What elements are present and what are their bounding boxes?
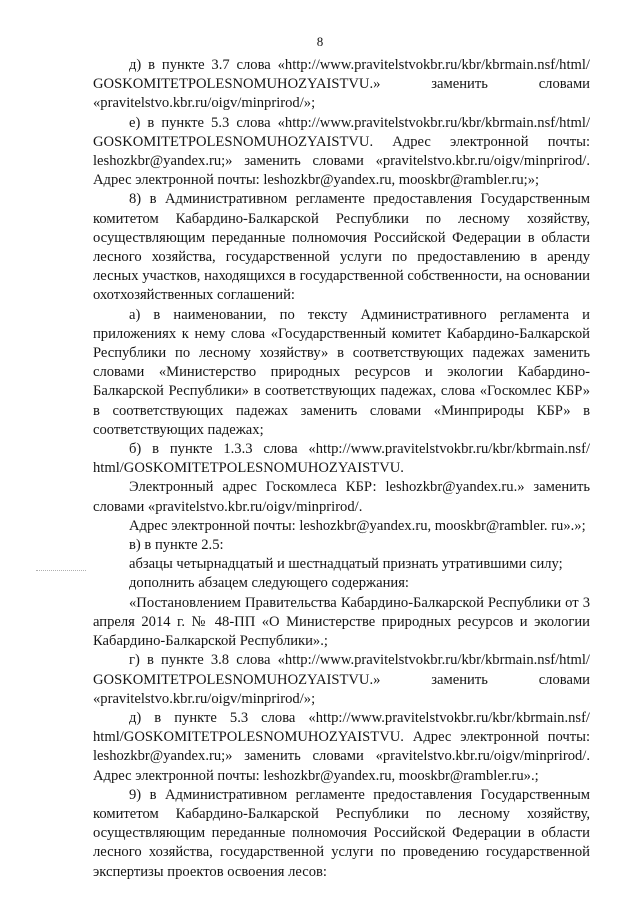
- amendment-paragraph: а) в наименовании, по тексту Административного регламента и приложениях к нему слова «Государственный комитет Кабардино-Балкарской Республики по лесному хозяйству» в соответствующих падежах заменить словами «Министерство природных ресурсов и экологии Кабардино-Балкарской Республики» в соответствующих падежах, слова «Госкомлес КБР» в соответствующих падежах заменить словами «Минприроды КБР» в соответствующих падежах;: [93, 306, 590, 438]
- quoted-addition-paragraph: «Постановлением Правительства Кабардино-Балкарской Республики от 3 апреля 2014 г. № 48-ПП «О Министерстве природных ресурсов и экологии Кабардино-Балкарской Республики».;: [93, 594, 590, 650]
- scan-artifact: [36, 570, 86, 573]
- amendment-paragraph: б) в пункте 1.3.3 слова «http://www.pravitelstvokbr.ru/kbr/kbrmain.nsf/ html/GOSKOMITETPOLESNOMUHOZYAISTVU.: [93, 441, 590, 477]
- regulation-heading-paragraph: 8) в Административном регламенте предоставления Государственным комитетом Кабардино-Балкарской Республики по лесному хозяйству, осуществляющим переданные полномочия Российской Федерации в области лесного хозяйства, государственной услуги по предоставлению в аренду лесных участков, находящихся в государственной собственности, на основании охотхозяйственных соглашений:: [93, 191, 590, 304]
- amendment-paragraph: е) в пункте 5.3 слова «http://www.pravitelstvokbr.ru/kbr/kbrmain.nsf/html/ GOSKOMITETPOLESNOMUHOZYAISTVU. Адрес электронной почты: leshozkbr@yandex.ru;» заменить словами «pravitelstvo.kbr.ru/oigv/minprirod/. Адрес электронной почты: leshozkbr@yandex.ru, mooskbr@rambler.ru;»;: [93, 114, 590, 189]
- amendment-paragraph: абзацы четырнадцатый и шестнадцатый признать утратившими силу;: [129, 556, 563, 573]
- amendment-paragraph: д) в пункте 3.7 слова «http://www.pravitelstvokbr.ru/kbr/kbrmain.nsf/html/ GOSKOMITETPOLESNOMUHOZYAISTVU.» заменить словами «pravitelstvo.kbr.ru/oigv/minprirod/»;: [93, 57, 590, 112]
- amendment-paragraph: Адрес электронной почты: leshozkbr@yandex.ru, mooskbr@rambler. ru».»;: [129, 517, 586, 534]
- regulation-heading-paragraph: 9) в Административном регламенте предоставления Государственным комитетом Кабардино-Балкарской Республики по лесному хозяйству, осуществляющим переданные полномочия Российской Федерации в области лесного хозяйства, государственной услуги по проведению государственной экспертизы проектов освоения лесов:: [93, 786, 590, 880]
- amendment-paragraph: в) в пункте 2.5:: [129, 537, 224, 554]
- page-number: 8: [316, 34, 324, 49]
- amendment-paragraph: дополнить абзацем следующего содержания:: [129, 575, 409, 592]
- amendment-paragraph: Электронный адрес Госкомлеса КБР: leshozkbr@yandex.ru.» заменить словами «pravitelstvo.kbr.ru/oigv/minprirod/.: [93, 479, 590, 515]
- amendment-paragraph: д) в пункте 5.3 слова «http://www.pravitelstvokbr.ru/kbr/kbrmain.nsf/ html/GOSKOMITETPOLESNOMUHOZYAISTVU. Адрес электронной почты: leshozkbr@yandex.ru;» заменить словами «pravitelstvo.kbr.ru/oigv/minprirod/. Адрес электронной почты: leshozkbr@yandex.ru, mooskbr@rambler.ru».;: [93, 709, 590, 784]
- document-body: [93, 56, 590, 882]
- amendment-paragraph: г) в пункте 3.8 слова «http://www.pravitelstvokbr.ru/kbr/kbrmain.nsf/html/ GOSKOMITETPOLESNOMUHOZYAISTVU.» заменить словами «pravitelstvo.kbr.ru/oigv/minprirod/»;: [93, 652, 590, 707]
